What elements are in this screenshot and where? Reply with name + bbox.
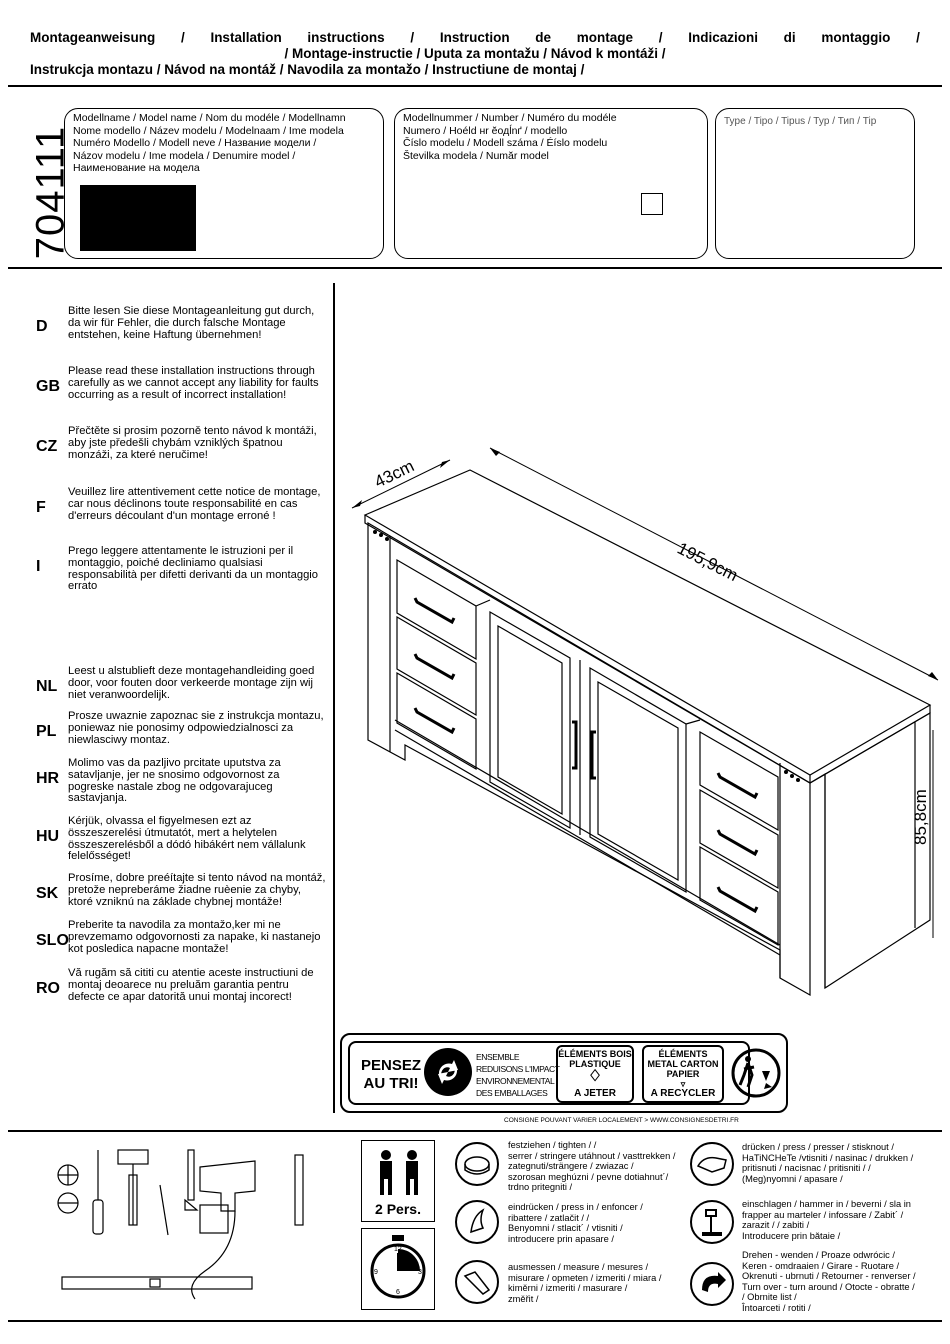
consigne-text: CONSIGNE POUVANT VARIER LOCALEMENT > WWW.CONSIGNESDETRI.FR (504, 1117, 739, 1124)
measure-icon (455, 1260, 499, 1304)
depth-dimension-label: 43cm (371, 456, 418, 492)
language-code: SK (36, 885, 59, 902)
language-text: Veuillez lire attentivement cette notice de montage, car nous déclinons toute responsabilité en cas d'erreurs découlant d'un montage erroné ! (68, 486, 321, 522)
header-title (30, 30, 920, 78)
language-code: SLO (36, 932, 69, 949)
language-code: NL (36, 678, 58, 695)
language-text: Molimo vas da pazljivo prcitate uputstva za satavljanje, jer ne snosimo odgovornost za pogreske nastale zbog ne odgovarajuceg sastavjanja. (68, 757, 281, 805)
label-line: Nome modello / Název modelu / Modelnaam / Ime modela (73, 124, 344, 137)
language-code: CZ (36, 438, 58, 455)
pensez-box (348, 1041, 750, 1105)
svg-text:12: 12 (394, 1246, 402, 1253)
model-name-blackout (80, 185, 196, 251)
turn-over-text: Drehen - wenden / Proaze odwrócic / Keren - omdraaien / Girare - Ruotare / Okrenuti - ubrnuti / Retourner - renverser / Turn over - turn around / Otocte - obratte / / Obrnite list / Întoarceti / rotiti / (742, 1250, 916, 1313)
label-line: Numero / Ноéld нr ĕодĺnґ / modello (403, 124, 568, 137)
triman-arrows-icon (424, 1048, 472, 1096)
language-text: Please read these installation instructions through carefully as we cannot accept any liability for faults occurring as a result of incorrect installation! (68, 365, 319, 401)
tools-drawing (50, 1145, 310, 1305)
language-text: Prosíme, dobre preéítajte si tento návod na montáž, pretože nepreberáme žiadne ruèenie za chyby, ktoré vzniknú na základe chybnej montáže! (68, 872, 326, 908)
language-text: Vă rugăm să cititi cu atentie aceste instructiuni de montaj deoarece nu preluăm garantia pentru defecte ce apar datorită unui montaj incorect! (68, 967, 314, 1003)
label-line: REDUISONS L'IMPACT (476, 1064, 560, 1074)
label-line: ENSEMBLE (476, 1052, 520, 1062)
language-code: HU (36, 828, 60, 845)
header-word: de (535, 30, 552, 45)
language-code: GB (36, 378, 60, 395)
model-name-labels (73, 112, 375, 175)
label-line: Modellname / Model name / Nom du modéle / Modellnamn (73, 112, 346, 124)
language-text: Přečtěte si prosim pozorně tento návod k montáži, aby jste předešli chybám vzniklých špatnou monzáži, za které neručime! (68, 425, 317, 461)
triman-person-icon (730, 1045, 782, 1101)
type-box (715, 108, 915, 259)
press-in-text: eindrücken / press in / enfoncer / ribattere / zatlačit / / Benyomni / stlacit´ / vtisniti / introducere prin apasare / (508, 1202, 643, 1244)
language-text: Kérjük, olvassa el figyelmesen ezt az összeszerelési útmutatót, mert a helytelen összeszerelésből a dódó hibákért nem vállalunk felelősséget! (68, 815, 306, 863)
two-persons-icon (374, 1149, 424, 1197)
hammer-in-text: einschlagen / hammer in / beverni / sla in frapper au marteler / infossare / Zabit´ / zarazit / / zabiti / Introducere prin bătaie / (742, 1199, 911, 1241)
header-word: Instruction (439, 30, 510, 45)
hammer-in-icon (690, 1200, 734, 1244)
divider (8, 1320, 942, 1322)
recycler-box (642, 1045, 724, 1103)
tighten-text: festziehen / tighten / / serrer / stringere utáhnout / vasttrekken / zategnuti/strängere / zwiazac / szorosan meghúzni / pevne dotiahnut´/ trdno pritegniti / (508, 1140, 676, 1192)
language-text: Preberite ta navodila za montažo,ker mi ne prevzemamo odgovornosti za napake, ki nastanejo kot posledica napacne montaže! (68, 919, 321, 955)
language-text: Bitte lesen Sie diese Montageanleitung gut durch, da wir für Fehler, die durch falsche Montage entstehen, keine Haftung übernehmen! (68, 305, 315, 341)
product-number: 704111 (28, 125, 73, 260)
header-word: montage (576, 30, 634, 45)
pensez-title: PENSEZ AU TRI! (360, 1057, 421, 1092)
tighten-icon (455, 1142, 499, 1186)
language-code: RO (36, 980, 60, 997)
divider (8, 1130, 942, 1132)
height-dimension-label: 85,8cm (911, 789, 930, 845)
language-text: Leest u alstublieft deze montagehandleiding goed door, voor fouten door verkeerde montage zijn wij niet veranwoordelijk. (68, 665, 315, 701)
header-word: / (410, 30, 415, 45)
jeter-title: ÉLÉMENTS BOIS PLASTIQUE (558, 1049, 632, 1069)
turn-over-icon (690, 1262, 734, 1306)
header-word: di (783, 30, 796, 45)
header-line-2: / Montage-instructie / Uputa za montažu / Návod k montáži / (284, 46, 666, 61)
recycling-badge (340, 1033, 788, 1113)
svg-text:6: 6 (396, 1289, 400, 1296)
recycler-label: A RECYCLER (650, 1088, 716, 1099)
header-word: instructions (307, 30, 385, 45)
model-number-box (394, 108, 708, 259)
divider (8, 267, 942, 269)
language-code: I (36, 558, 41, 575)
label-line: Modellnummer / Number / Numéro du modéle (403, 112, 617, 124)
ensemble-text (476, 1051, 560, 1099)
press-text: drücken / press / presser / stisknout / HaTiNCHeTe /vtisniti / nasinac / drukken / pritisnuti / nacisnac / pritisniti / / (Meg)nyomni / apasare / (742, 1142, 914, 1184)
language-code: PL (36, 723, 57, 740)
header-word: / (180, 30, 185, 45)
language-text: Prego leggere attentamente le istruzioni per il montaggio, poiché decliniamo qualsiasi responsabilità per difetti derivanti da un montaggio errato (68, 545, 319, 593)
label-line: Číslo modelu / Modell száma / Éíslo modelu (403, 137, 608, 149)
cup-icon: ▿ (680, 1079, 686, 1089)
model-number-labels (403, 112, 699, 162)
header-word: Indicazioni (688, 30, 758, 45)
language-code: F (36, 499, 46, 516)
type-label: Type / Tipo / Tipus / Typ / Тип / Tip (724, 116, 877, 127)
bag-icon: ♢ (587, 1068, 603, 1085)
sideboard-drawing (340, 440, 945, 1000)
width-dimension-label: 195,9cm (674, 538, 741, 586)
time-box (361, 1228, 435, 1310)
label-line: Наименование на модела (73, 162, 200, 174)
persons-label: 2 Pers. (375, 1201, 421, 1217)
jeter-label: A JETER (574, 1088, 616, 1099)
label-line: Názov modelu / Ime modela / Denumire model / (73, 149, 296, 162)
recycler-title: ÉLÉMENTS METAL CARTON PAPIER (647, 1049, 719, 1079)
header-word: Installation (210, 30, 282, 45)
model-name-box (64, 108, 384, 259)
svg-text:9: 9 (374, 1269, 378, 1276)
language-code: D (36, 318, 48, 335)
language-text: Prosze uwaznie zapoznac sie z instrukcja montazu, poniewaz nie ponosimy odpowiedzialnosci za niewlasciwy montaz. (68, 710, 324, 746)
header-word: / (916, 30, 920, 45)
svg-text:3: 3 (418, 1269, 422, 1276)
header-word: / (658, 30, 663, 45)
vertical-divider (333, 283, 335, 1113)
header-word: montaggio (821, 30, 891, 45)
language-code: HR (36, 770, 60, 787)
press-in-icon (455, 1200, 499, 1244)
two-persons-box (361, 1140, 435, 1222)
measure-text: ausmessen / measure / mesures / misurare / opmeten / izmeriti / miara / kiměrni / izmeriti / masurare / změřit / (508, 1262, 662, 1304)
label-line: DES EMBALLAGES (476, 1088, 548, 1098)
label-line: Številka modela / Număr model (403, 149, 549, 162)
header-line-1 (30, 30, 920, 46)
label-line: ENVIRONNEMENTAL (476, 1076, 555, 1086)
jeter-box (556, 1045, 634, 1103)
model-number-checkbox (641, 193, 663, 215)
press-icon (690, 1142, 734, 1186)
label-line: Numéro Modello / Modell neve / Название модели / (73, 137, 317, 149)
clock-icon (368, 1233, 428, 1305)
header-word: Montageanweisung (30, 30, 156, 45)
divider (8, 85, 942, 87)
header-line-3: Instrukcja montazu / Návod na montáž / Navodila za montažo / Instructiune de montaj / (30, 62, 585, 77)
